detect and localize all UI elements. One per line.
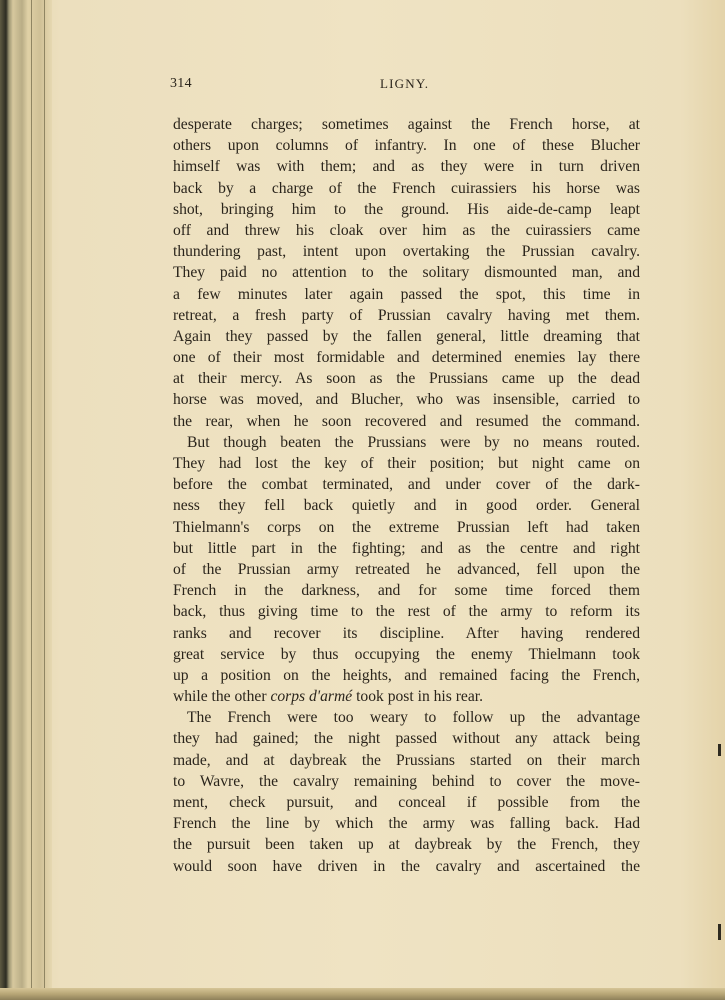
text-line: one of their most formidable and determined enemies lay there bbox=[173, 349, 640, 367]
text-line: back by a charge of the French cuirassiers his horse was bbox=[173, 179, 640, 197]
page-header bbox=[170, 76, 640, 98]
text-line: back, thus giving time to the rest of the army to reform its bbox=[173, 603, 640, 621]
margin-mark bbox=[718, 744, 721, 756]
page-number: 314 bbox=[170, 76, 192, 91]
text-line: desperate charges; sometimes against the French horse, at bbox=[173, 116, 640, 133]
text-line: of the Prussian army retreated he advanced, fell upon the bbox=[173, 560, 640, 578]
text-line: at their mercy. As soon as the Prussians came up the dead bbox=[173, 370, 640, 388]
text-line: They had lost the key of their position; but night came on bbox=[173, 455, 640, 472]
text-line: off and threw his cloak over him as the cuirassiers came bbox=[173, 221, 640, 239]
text-line: himself was with them; and as they were in turn driven bbox=[173, 158, 640, 176]
text-line: ness they fell back quietly and in good order. General bbox=[173, 497, 640, 515]
text-line: the pursuit been taken up at daybreak by the French, they bbox=[173, 836, 640, 854]
text-line: would soon have driven in the cavalry and ascertained the bbox=[173, 857, 640, 875]
text-line: French in the darkness, and for some time forced them bbox=[173, 582, 640, 600]
text-line: horse was moved, and Blucher, who was insensible, carried to bbox=[173, 391, 640, 409]
binding-line bbox=[31, 0, 32, 1000]
text-line: up a position on the heights, and remained facing the French, bbox=[173, 666, 640, 684]
text-line: shot, bringing him to the ground. His aide-de-camp leapt bbox=[173, 200, 640, 218]
text-line: Again they passed by the fallen general, little dreaming that bbox=[173, 327, 640, 345]
text-line: They paid no attention to the solitary dismounted man, and bbox=[173, 264, 640, 282]
text-line: but little part in the fighting; and as the centre and right bbox=[173, 539, 640, 557]
running-head: LIGNY. bbox=[380, 76, 430, 91]
text-line: Thielmann's corps on the extreme Prussian left had taken bbox=[173, 518, 640, 536]
text-fragment: took post in his rear. bbox=[356, 688, 483, 706]
text-line: But though beaten the Prussians were by no means routed. bbox=[187, 433, 640, 451]
text-line bbox=[173, 686, 640, 707]
text-line: retreat, a fresh party of Prussian cavalry having met them. bbox=[173, 306, 640, 324]
text-line: they had gained; the night passed without any attack being bbox=[173, 730, 640, 748]
text-line: to Wavre, the cavalry remaining behind to cover the move- bbox=[173, 772, 640, 790]
text-fragment: while the other bbox=[173, 688, 267, 706]
text-line: ment, check pursuit, and conceal if possible from the bbox=[173, 794, 640, 811]
text-line: before the combat terminated, and under cover of the dark- bbox=[173, 476, 640, 494]
text-line: The French were too weary to follow up the advantage bbox=[187, 709, 640, 727]
text-line: great service by thus occupying the enemy Thielmann took bbox=[173, 645, 640, 663]
text-line: ranks and recover its discipline. After having rendered bbox=[173, 624, 640, 642]
binding-line bbox=[44, 0, 45, 1000]
margin-mark bbox=[718, 924, 721, 940]
text-line: French the line by which the army was falling back. Had bbox=[173, 815, 640, 833]
italic-phrase: corps d'armé bbox=[270, 688, 353, 706]
text-line: thundering past, intent upon overtaking the Prussian cavalry. bbox=[173, 243, 640, 261]
page-bottom-edge bbox=[0, 988, 725, 1000]
text-line: made, and at daybreak the Prussians started on their march bbox=[173, 751, 640, 769]
text-line: others upon columns of infantry. In one of these Blucher bbox=[173, 137, 640, 155]
text-line: a few minutes later again passed the spot, this time in bbox=[173, 285, 640, 303]
body-text bbox=[173, 114, 640, 877]
text-line: the rear, when he soon recovered and resumed the command. bbox=[173, 412, 640, 430]
